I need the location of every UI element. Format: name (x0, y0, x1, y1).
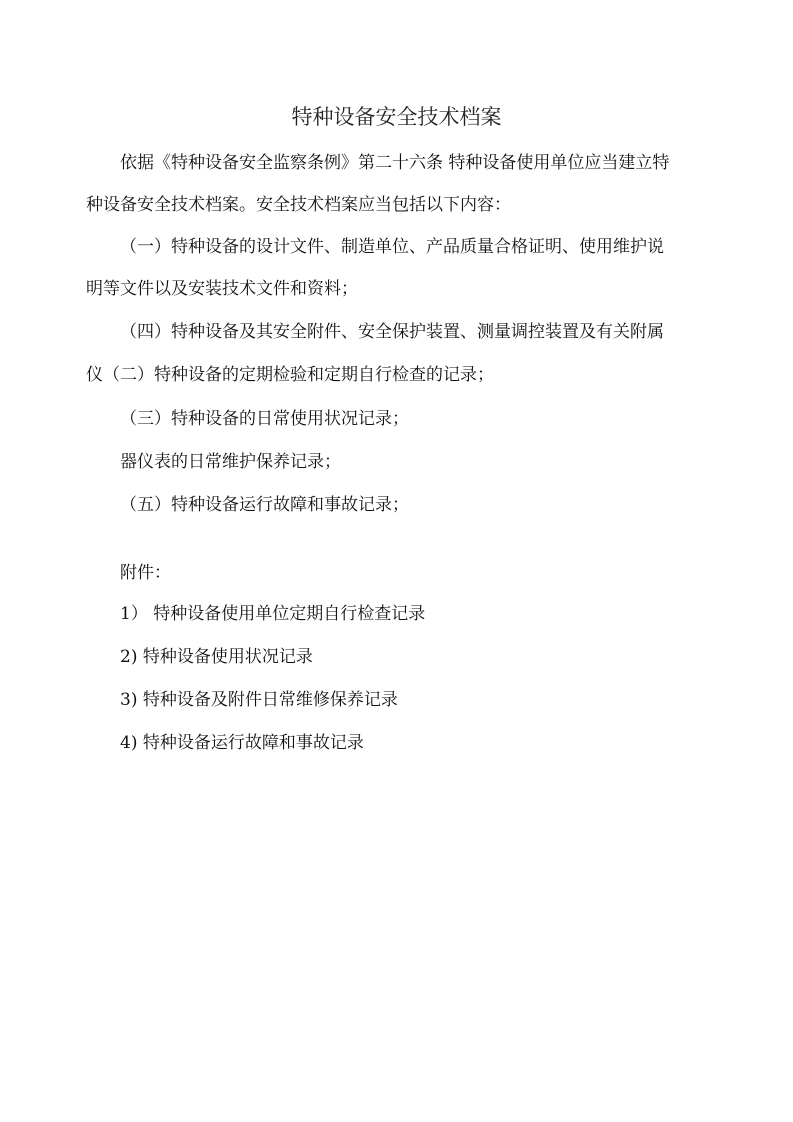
document-title: 特种设备安全技术档案 (291, 105, 502, 129)
paragraph-line: 仪（二）特种设备的定期检验和定期自行检查的记录； (86, 365, 494, 385)
paragraph-line: 依据《特种设备安全监察条例》第二十六条 特种设备使用单位应当建立特 (120, 153, 670, 173)
paragraph-line: 明等文件以及安装技术文件和资料； (86, 279, 358, 299)
attachment-item: 3) 特种设备及附件日常维修保养记录 (120, 690, 398, 710)
paragraph-line: （一）特种设备的设计文件、制造单位、产品质量合格证明、使用维护说 (120, 237, 664, 257)
attachment-item: 4) 特种设备运行故障和事故记录 (120, 733, 364, 753)
paragraph-line: 器仪表的日常维护保养记录； (120, 452, 341, 472)
paragraph-line: （五）特种设备运行故障和事故记录； (120, 495, 409, 515)
attachment-item: 2) 特种设备使用状况记录 (120, 647, 313, 667)
attachments-heading: 附件： (120, 563, 171, 583)
attachment-item: 1） 特种设备使用单位定期自行检查记录 (120, 604, 426, 624)
paragraph-line: （三）特种设备的日常使用状况记录； (120, 409, 409, 429)
paragraph-line: （四）特种设备及其安全附件、安全保护装置、测量调控装置及有关附属 (120, 322, 664, 342)
paragraph-line: 种设备安全技术档案。安全技术档案应当包括以下内容： (86, 195, 511, 215)
